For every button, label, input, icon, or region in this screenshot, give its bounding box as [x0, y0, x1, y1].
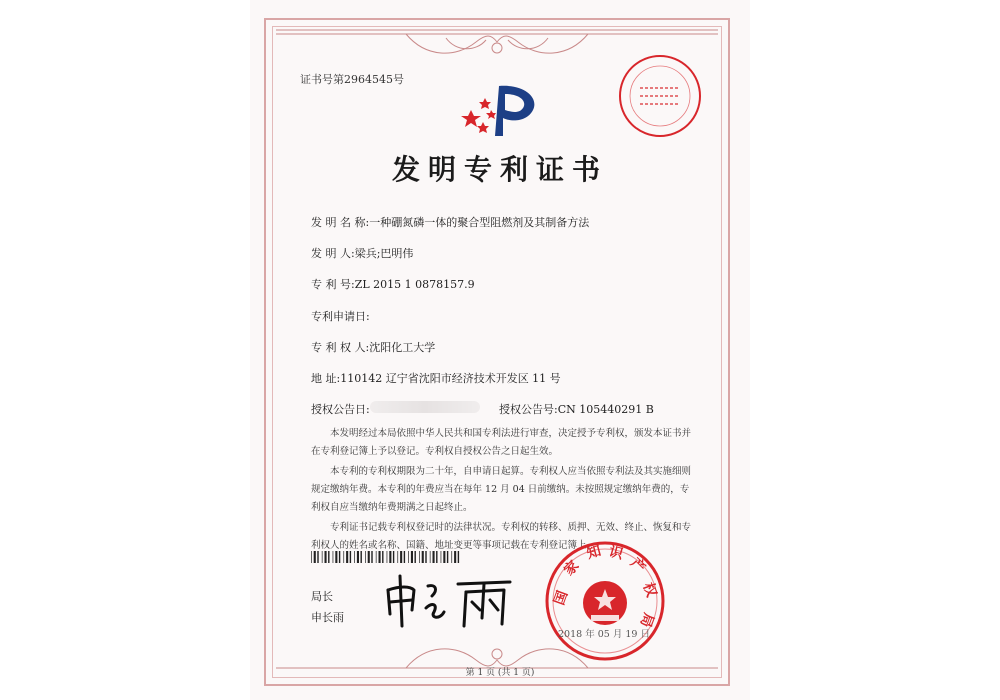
svg-text:识: 识	[607, 543, 625, 563]
certificate-number: 证书号第2964545号	[300, 73, 404, 86]
address-label: 地 址:	[311, 372, 341, 385]
inventor-field	[311, 245, 413, 261]
patent-number-value: ZL 2015 1 0878157.9	[354, 278, 475, 291]
patent-number-label: 专 利 号:	[311, 278, 355, 291]
address-value: 110142 辽宁省沈阳市经济技术开发区 11 号	[340, 372, 561, 385]
invention-name-field	[311, 214, 589, 230]
patentee-field	[311, 339, 435, 355]
svg-text:知: 知	[585, 543, 603, 563]
certificate-body	[311, 425, 693, 555]
invention-name-label: 发 明 名 称:	[311, 216, 370, 229]
grant-number-field	[499, 401, 654, 417]
grant-date-label: 授权公告日:	[311, 403, 370, 416]
patentee-value: 沈阳化工大学	[369, 341, 436, 354]
redacted-date	[370, 401, 480, 413]
body-paragraph: 本专利的专利权期限为二十年，自申请日起算。专利权人应当依照专利法及其实施细则规定缴纳年费。本专利的年费应当在每年 12 月 04 日前缴纳。未按照规定缴纳年费的，专利权自应当缴纳年费期满之日起终止。	[311, 466, 692, 513]
grant-date-field	[311, 401, 370, 417]
office-seal-icon	[616, 52, 704, 140]
national-emblem-seal-icon	[541, 537, 669, 665]
svg-text:局: 局	[636, 610, 657, 630]
body-paragraph: 本发明经过本局依照中华人民共和国专利法进行审查，决定授予专利权，颁发本证书并在专利登记簿上予以登记。专利权自授权公告之日起生效。	[311, 428, 692, 457]
address-field	[311, 370, 561, 386]
certificate-title: 发明专利证书	[391, 153, 608, 186]
barcode-icon	[311, 551, 461, 563]
grant-number-label: 授权公告号:	[499, 403, 558, 416]
patent-number-field	[311, 276, 475, 292]
handwritten-signature-icon	[380, 568, 520, 633]
body-paragraph: 专利证书记载专利权登记时的法律状况。专利权的转移、质押、无效、终止、恢复和专利权人的姓名或名称、国籍、地址变更等事项记载在专利登记簿上。	[311, 522, 692, 551]
svg-text:权: 权	[639, 580, 660, 600]
patentee-label: 专 利 权 人:	[311, 341, 370, 354]
inventor-label: 发 明 人:	[311, 247, 355, 260]
application-date-field	[311, 308, 370, 324]
svg-text:国: 国	[551, 588, 572, 608]
svg-text:家: 家	[561, 557, 583, 579]
invention-name-value: 一种硼氮磷一体的聚合型阻燃剂及其制备方法	[369, 216, 590, 229]
director-title: 局长	[311, 590, 333, 603]
grant-number-value: CN 105440291 B	[557, 403, 654, 416]
seal-date: 2018 年 05 月 19 日	[558, 629, 650, 640]
svg-text:产: 产	[627, 555, 649, 577]
page-number: 第 1 页 (共 1 页)	[465, 668, 535, 678]
application-date-label: 专利申请日:	[311, 310, 370, 323]
cnipa-logo-icon	[455, 80, 545, 140]
director-name: 申长雨	[311, 611, 344, 624]
inventor-value: 梁兵;巴明伟	[354, 247, 414, 260]
